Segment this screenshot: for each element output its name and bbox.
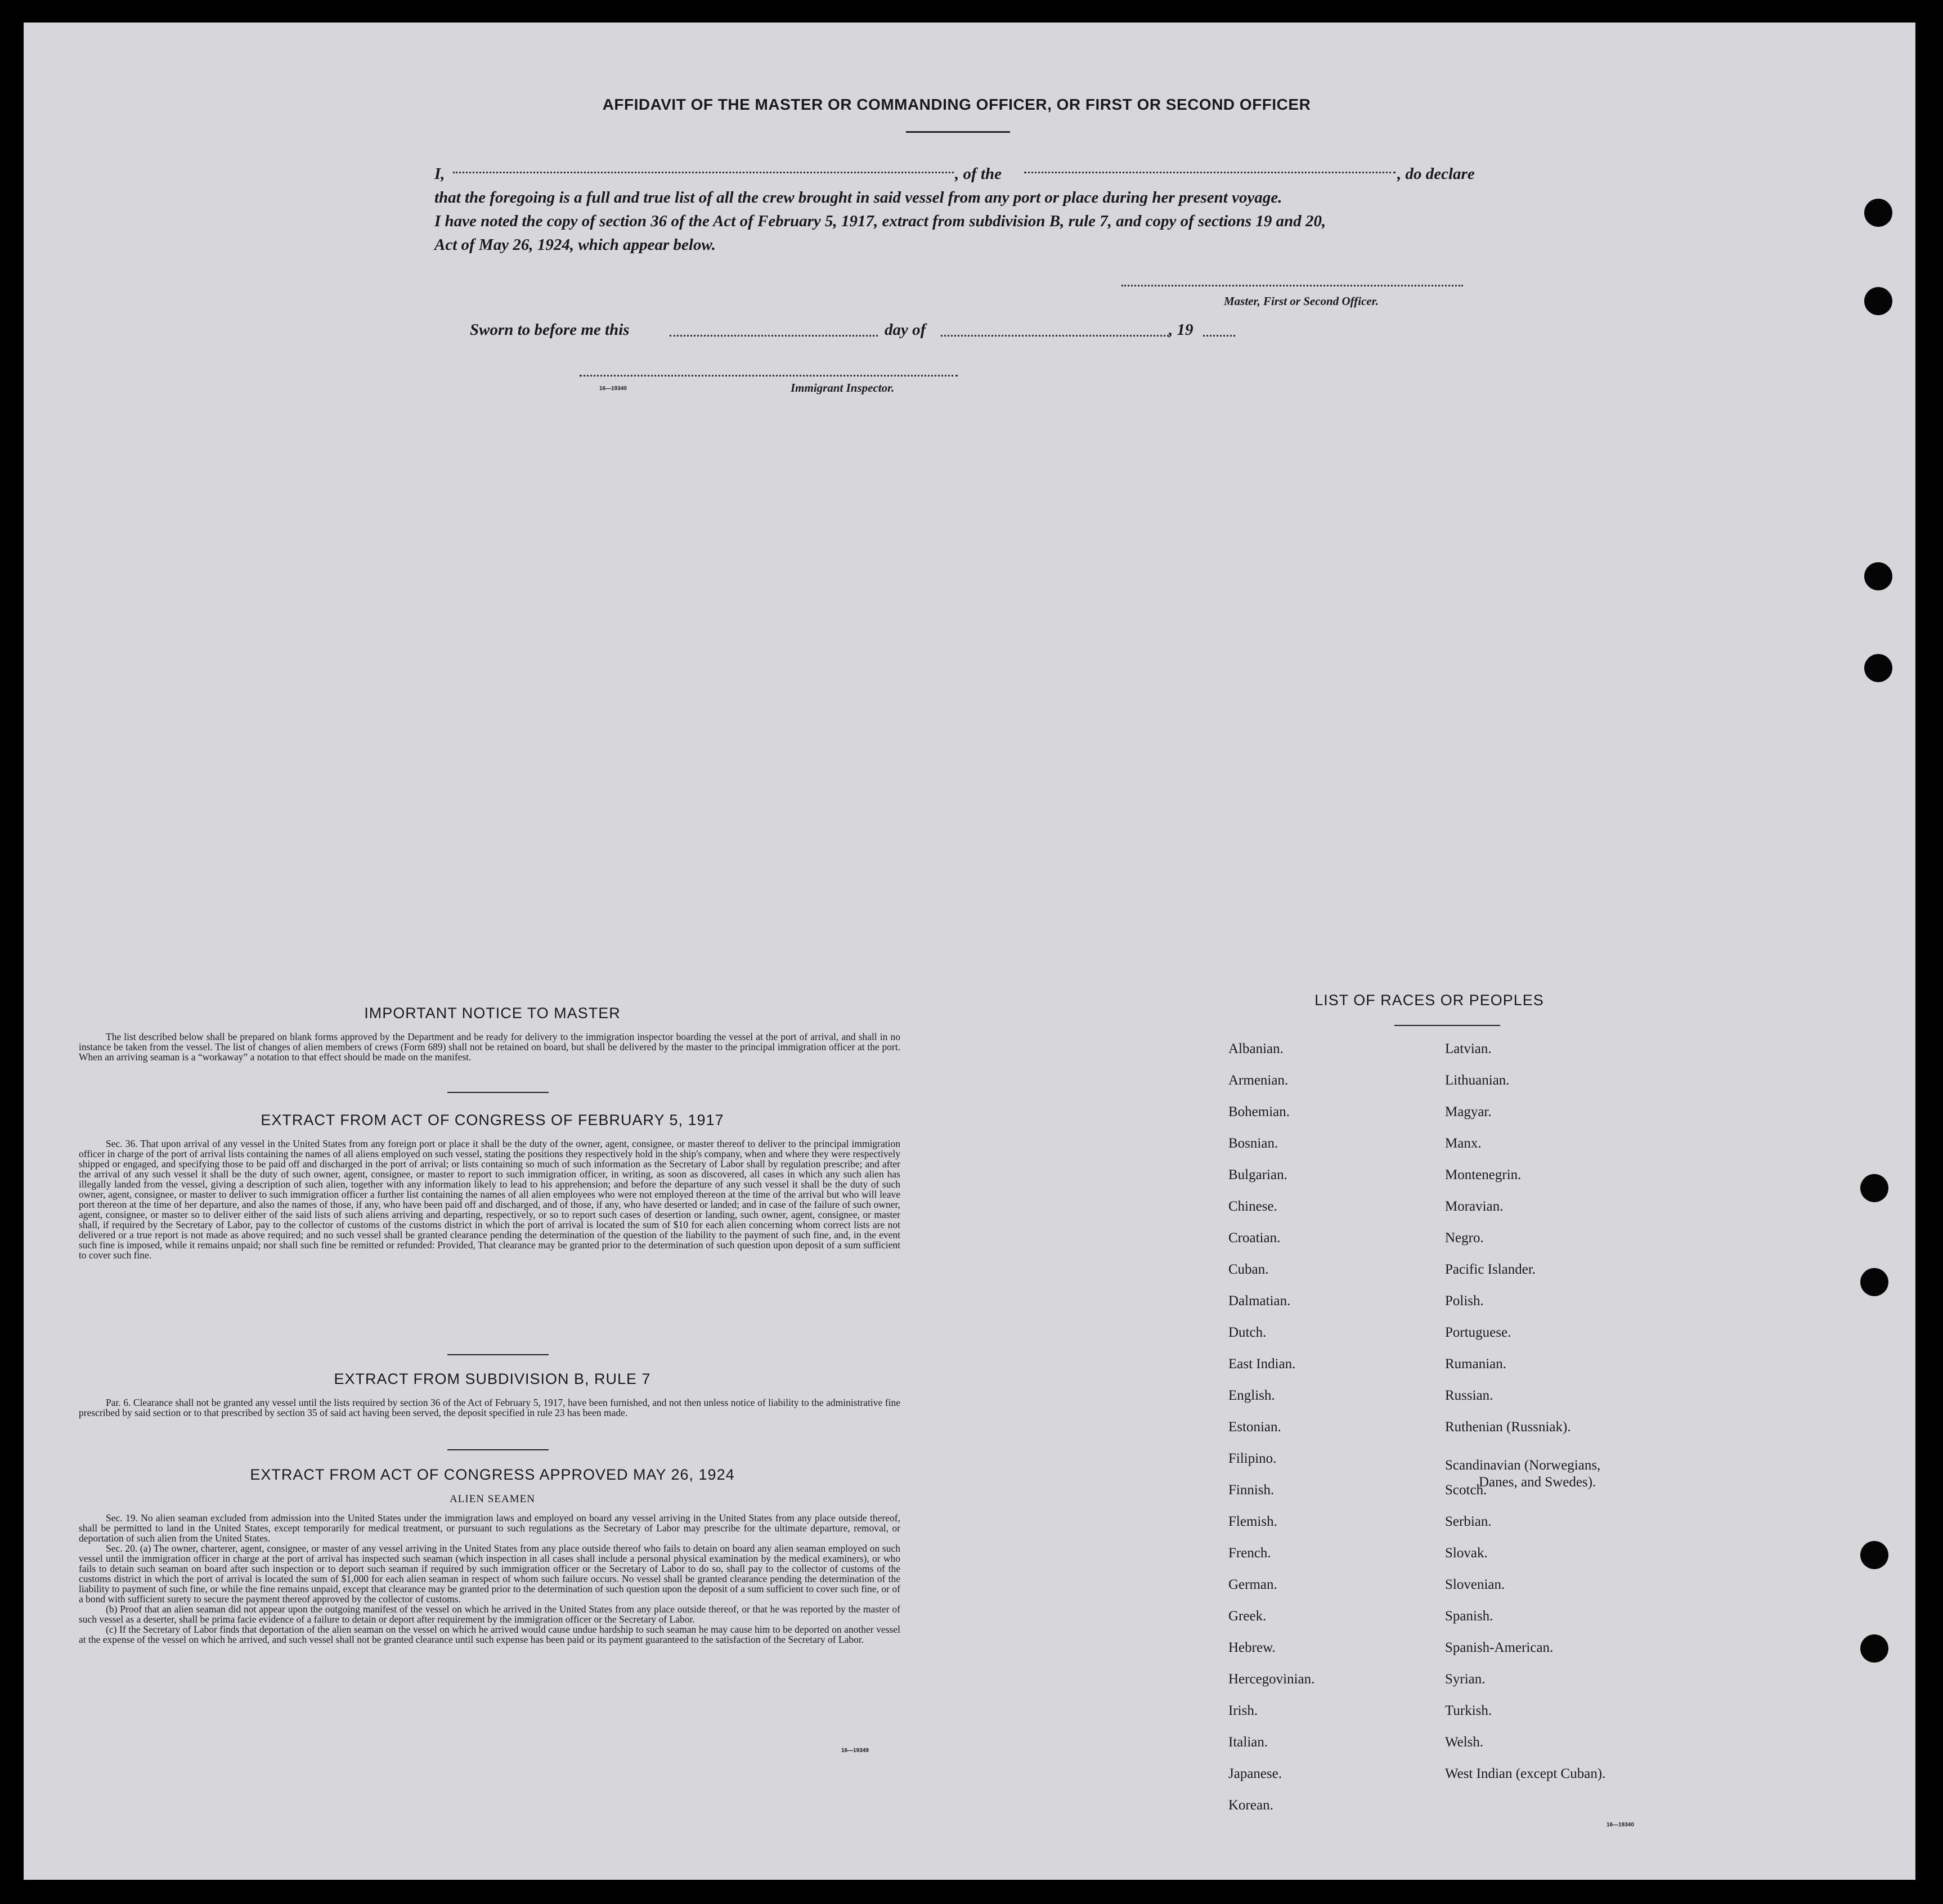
race-item: East Indian. xyxy=(1228,1356,1296,1372)
punch-hole xyxy=(1864,287,1892,315)
form-number: 16—19340 xyxy=(1607,1822,1634,1828)
extract-1917-title: EXTRACT FROM ACT OF CONGRESS OF FEBRUARY 5, 1917 xyxy=(261,1112,724,1128)
sec-20c-text: (c) If the Secretary of Labor finds that deportation of the alien seaman on the vessel on which he arrived would cause undue hardship to such seaman he may cause him to be deported on another vessel at the expense of the vessel on which he arrived, and such vessel shall not be granted clearance until such expense has been paid or its payment guaranteed to the satisfaction of the Secretary of Labor. xyxy=(79,1624,900,1645)
punch-hole xyxy=(1860,1268,1888,1296)
sworn-label: Sworn to before me this xyxy=(470,321,630,339)
title-rule xyxy=(906,131,1010,133)
extract-1917-text: Sec. 36. That upon arrival of any vessel in the United States from any foreign port or place it shall be the duty of the owner, agent, consignee, or master thereof to deliver to the principal immigration officer in charge of the port of arrival lists containing the names of all aliens employed on such vessel, stating the positions they respectively hold in the ship's company, when and where they were respectively shipped or engaged, and specifying those to be paid off and discharged in the port of arrival; or lists containing so much of such information as the Secretary of Labor shall by regulation prescribe; and after the arrival of any such vessel it shall be the duty of such owner, agent, consignee, or master to report to such immigration officer, in writing, as soon as discovered, all cases in which any such alien has illegally landed from the vessel, giving a description of such alien, together with any information likely to lead to his apprehension; and before the departure of any such vessel it shall be the duty of such owner, agent, consignee, or master to deliver to such immigration officer a further list containing the names of all alien employees who were not employed thereon at the time of the arrival but who will leave port thereon at the time of her departure, and also the names of those, if any, who have been paid off and discharged, and of those, if any, who have deserted or landed; and in case of the failure of such owner, agent, consignee, or master so to deliver either of the said lists of such aliens arriving and departing, respectively, or so to report such cases of desertion or landing, such owner, agent, consignee, or master shall, if required by the Secretary of Labor, pay to the collector of customs of the customs district in which the port of arrival is located the sum of $10 for each alien concerning whom correct lists are not delivered or a true report is not made as above required; and no such vessel shall be granted clearance pending the determination of the question of the liability to the payment of such fine, and, in the event such fine is imposed, while it remains unpaid; nor shall such fine be remitted or refunded: Provided, That clearance may be granted prior to the determination of such question upon deposit of a sum sufficient to cover such fine. xyxy=(79,1138,900,1261)
race-item: Polish. xyxy=(1445,1293,1484,1309)
subdivision-b-body xyxy=(79,1397,900,1418)
race-item: Italian. xyxy=(1228,1735,1268,1750)
race-item: Ruthenian (Russniak). xyxy=(1445,1419,1571,1435)
race-item: Hebrew. xyxy=(1228,1640,1276,1655)
race-item: Russian. xyxy=(1445,1388,1493,1403)
affidavit-of-the: , of the xyxy=(955,165,1002,183)
race-item: German. xyxy=(1228,1577,1277,1592)
sec-20b-text: (b) Proof that an alien seaman did not appear upon the outgoing manifest of the vessel on which he arrived in the United States from any place outside thereof, or that he was reported by the master of such vessel as a deserter, shall be prima facie evidence of a failure to detain or deport after requirement by the immigration officer or the Secretary of Labor. xyxy=(79,1603,900,1625)
race-item: Japanese. xyxy=(1228,1766,1282,1781)
subdivision-b-title: EXTRACT FROM SUBDIVISION B, RULE 7 xyxy=(334,1370,651,1387)
race-item: Cuban. xyxy=(1228,1262,1269,1277)
race-item: Spanish. xyxy=(1445,1609,1493,1624)
race-item: Syrian. xyxy=(1445,1672,1486,1687)
punch-hole xyxy=(1860,1541,1888,1569)
section-rule xyxy=(447,1449,549,1450)
races-rule xyxy=(1394,1025,1500,1026)
race-item: Negro. xyxy=(1445,1230,1484,1246)
race-item: Bosnian. xyxy=(1228,1136,1278,1151)
race-item: Croatian. xyxy=(1228,1230,1281,1246)
race-item: Scandinavian (Norwegians, xyxy=(1445,1458,1601,1473)
extract-1917-body xyxy=(79,1139,900,1260)
form-number: 16—19340 xyxy=(599,386,627,392)
punch-hole xyxy=(1860,1634,1888,1663)
race-item: Albanian. xyxy=(1228,1041,1284,1056)
race-item: Latvian. xyxy=(1445,1041,1492,1056)
race-item: Chinese. xyxy=(1228,1199,1277,1214)
race-item: Slovak. xyxy=(1445,1545,1488,1561)
race-item: Danes, and Swedes). xyxy=(1479,1475,1596,1490)
race-item: Turkish. xyxy=(1445,1703,1492,1718)
race-item: Filipino. xyxy=(1228,1451,1277,1466)
race-item: Bulgarian. xyxy=(1228,1167,1287,1182)
race-item: Hercegovinian. xyxy=(1228,1672,1315,1687)
inspector-signature-field[interactable] xyxy=(580,375,958,377)
race-item: Flemish. xyxy=(1228,1514,1277,1529)
race-item: Scotch. xyxy=(1445,1482,1487,1498)
race-item: Dalmatian. xyxy=(1228,1293,1291,1309)
affidavit-line3: I have noted the copy of section 36 of the Act of February 5, 1917, extract from subdivision B, rule 7, and copy of sections 19 and 20, xyxy=(434,212,1326,230)
affidavit-declare: , do declare xyxy=(1397,165,1475,183)
notice-text: The list described below shall be prepared on blank forms approved by the Department and be ready for delivery to the immigration inspector boarding the vessel at the port of arrival, and shall in no instance be taken from the vessel. The list of changes of alien members of crews (Form 689) shall not be retained on board, but shall be delivered by the master to the principal immigration officer at the port. When an arriving seaman is a “workaway” a notation to that effect should be made on the manifest. xyxy=(79,1031,900,1063)
race-item: Greek. xyxy=(1228,1609,1267,1624)
race-item: Rumanian. xyxy=(1445,1356,1507,1372)
day-of-label: day of xyxy=(885,321,926,339)
affidavit-i: I, xyxy=(434,165,445,183)
punch-hole xyxy=(1860,1174,1888,1202)
subdivision-b-text: Par. 6. Clearance shall not be granted any vessel until the lists required by section 36 of the Act of February 5, 1917, have been furnished, and not then unless notice of liability to the administrative fine prescribed by said section or to that prescribed by section 35 of said act having been served, the deposit specified in rule 23 has been made. xyxy=(79,1397,900,1418)
sworn-year-field[interactable] xyxy=(1203,335,1235,337)
race-item: French. xyxy=(1228,1545,1271,1561)
vessel-field[interactable] xyxy=(1024,172,1395,173)
races-title: LIST OF RACES OR PEOPLES xyxy=(1314,992,1544,1009)
master-label: Master, First or Second Officer. xyxy=(1224,294,1379,308)
master-signature-field[interactable] xyxy=(1121,285,1463,286)
affidavit-line4: Act of May 26, 1924, which appear below. xyxy=(434,236,716,254)
race-item: Portuguese. xyxy=(1445,1325,1511,1340)
form-number: 16—19349 xyxy=(841,1748,869,1754)
race-item: Pacific Islander. xyxy=(1445,1262,1536,1277)
sec-20a-text: Sec. 20. (a) The owner, charterer, agent, consignee, or master of any vessel arriving in the United States from any place outside thereof who fails to detain on board any alien seaman employed on such vessel until the immigration officer in charge at the port of arrival has inspected such seaman (which inspection in all cases shall include a personal physical examination by the medical examiners), or who fails to detain such seaman on board after such inspection or to deport such seaman if required by such immigration officer or the Secretary of Labor to do so, shall pay to the collector of customs of the customs district in which the port of arrival is located the sum of $1,000 for each alien seaman in respect of whom such failure occurs. No vessel shall be granted clearance pending the determination of the liability to payment of such fine, or while the fine remains unpaid, except that clearance may be granted prior to the determination of such question upon the deposit of a sum sufficient to cover such fine, or of a bond with sufficient surety to secure the payment thereof approved by the collector of customs. xyxy=(79,1543,900,1605)
name-field[interactable] xyxy=(453,172,954,173)
race-item: Welsh. xyxy=(1445,1735,1484,1750)
notice-body xyxy=(79,1032,900,1062)
race-item: Irish. xyxy=(1228,1703,1258,1718)
sworn-month-field[interactable] xyxy=(941,335,1169,337)
section-rule xyxy=(447,1354,549,1355)
race-item: Slovenian. xyxy=(1445,1577,1505,1592)
race-item: Serbian. xyxy=(1445,1514,1492,1529)
punch-hole xyxy=(1864,199,1892,227)
race-item: West Indian (except Cuban). xyxy=(1445,1766,1606,1781)
section-rule xyxy=(447,1092,549,1093)
race-item: Magyar. xyxy=(1445,1104,1492,1119)
sec-19-text: Sec. 19. No alien seaman excluded from admission into the United States under the immigration laws and employed on board any vessel arriving in the United States from any place outside thereof, shall be permitted to land in the United States, except temporarily for medical treatment, or pursuant to such regulations as the Secretary of Labor may prescribe for the ultimate departure, removal, or deportation of such alien from the United States. xyxy=(79,1512,900,1544)
sworn-day-field[interactable] xyxy=(670,335,878,337)
race-item: Armenian. xyxy=(1228,1073,1289,1088)
race-item: Manx. xyxy=(1445,1136,1482,1151)
race-item: Korean. xyxy=(1228,1798,1273,1813)
punch-hole xyxy=(1864,654,1892,682)
race-item: Spanish-American. xyxy=(1445,1640,1554,1655)
affidavit-title: AFFIDAVIT OF THE MASTER OR COMMANDING OFFICER, OR FIRST OR SECOND OFFICER xyxy=(602,96,1311,113)
race-item: English. xyxy=(1228,1388,1275,1403)
inspector-label: Immigrant Inspector. xyxy=(791,381,895,395)
race-item: Bohemian. xyxy=(1228,1104,1290,1119)
punch-hole xyxy=(1864,562,1892,590)
alien-seamen-subtitle: ALIEN SEAMEN xyxy=(450,1493,535,1505)
race-item: Lithuanian. xyxy=(1445,1073,1510,1088)
race-item: Moravian. xyxy=(1445,1199,1504,1214)
race-item: Estonian. xyxy=(1228,1419,1281,1435)
race-item: Dutch. xyxy=(1228,1325,1267,1340)
extract-1924-title: EXTRACT FROM ACT OF CONGRESS APPROVED MAY 26, 1924 xyxy=(250,1466,735,1483)
affidavit-line2: that the foregoing is a full and true list of all the crew brought in said vessel from any port or place during her present voyage. xyxy=(434,189,1282,207)
year-label: , 19 xyxy=(1169,321,1193,339)
race-item: Finnish. xyxy=(1228,1482,1275,1498)
extract-1924-body xyxy=(79,1513,900,1645)
race-item: Montenegrin. xyxy=(1445,1167,1522,1182)
notice-title: IMPORTANT NOTICE TO MASTER xyxy=(364,1005,621,1022)
